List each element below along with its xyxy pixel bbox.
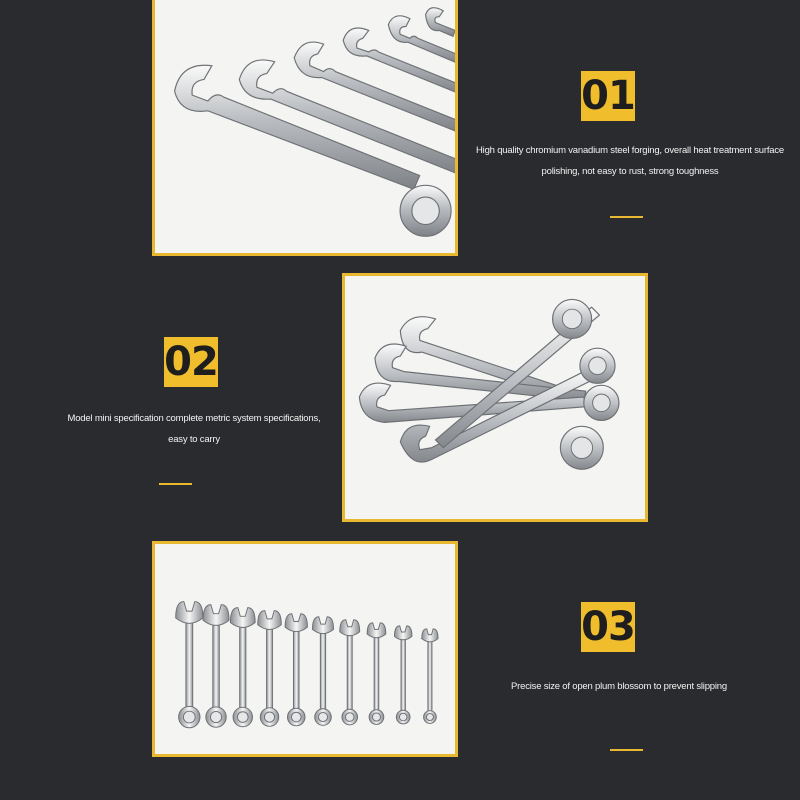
- section-description: [474, 140, 786, 182]
- wrench-set-closeup-photo: [152, 0, 458, 256]
- accent-divider: [610, 749, 643, 751]
- wrench-illustration: [230, 608, 255, 727]
- description-line: High quality chromium vanadium steel forging, overall heat treatment surface: [476, 145, 784, 156]
- description-line: polishing, not easy to rust, strong toughness: [541, 166, 719, 177]
- description-line: easy to carry: [168, 434, 220, 445]
- wrench-illustration: [340, 620, 360, 725]
- wrench-illustration: [394, 626, 411, 724]
- section-number-badge: [581, 71, 635, 121]
- accent-divider: [159, 483, 192, 485]
- crossed-wrenches-photo: [342, 273, 648, 522]
- wrench-illustration: [312, 617, 333, 726]
- section-number: 02: [164, 339, 218, 385]
- wrench-illustration: [422, 629, 438, 724]
- section-number-badge: [164, 337, 218, 387]
- wrench-illustration: [203, 605, 229, 728]
- wrench-illustration: [285, 614, 307, 726]
- description-line: Precise size of open plum blossom to prevent slipping: [511, 681, 727, 692]
- description-line: Model mini specification complete metric system specifications,: [67, 413, 321, 424]
- accent-divider: [610, 216, 643, 218]
- wrench-illustration: [258, 611, 282, 727]
- wrench-illustration: [367, 623, 386, 725]
- section-number: 01: [581, 73, 635, 119]
- section-description: [54, 408, 334, 450]
- wrench-illustration: [176, 602, 203, 728]
- wrench-row-photo: [152, 541, 458, 757]
- section-number: 03: [581, 604, 635, 650]
- section-number-badge: [581, 602, 635, 652]
- section-description: [494, 676, 744, 697]
